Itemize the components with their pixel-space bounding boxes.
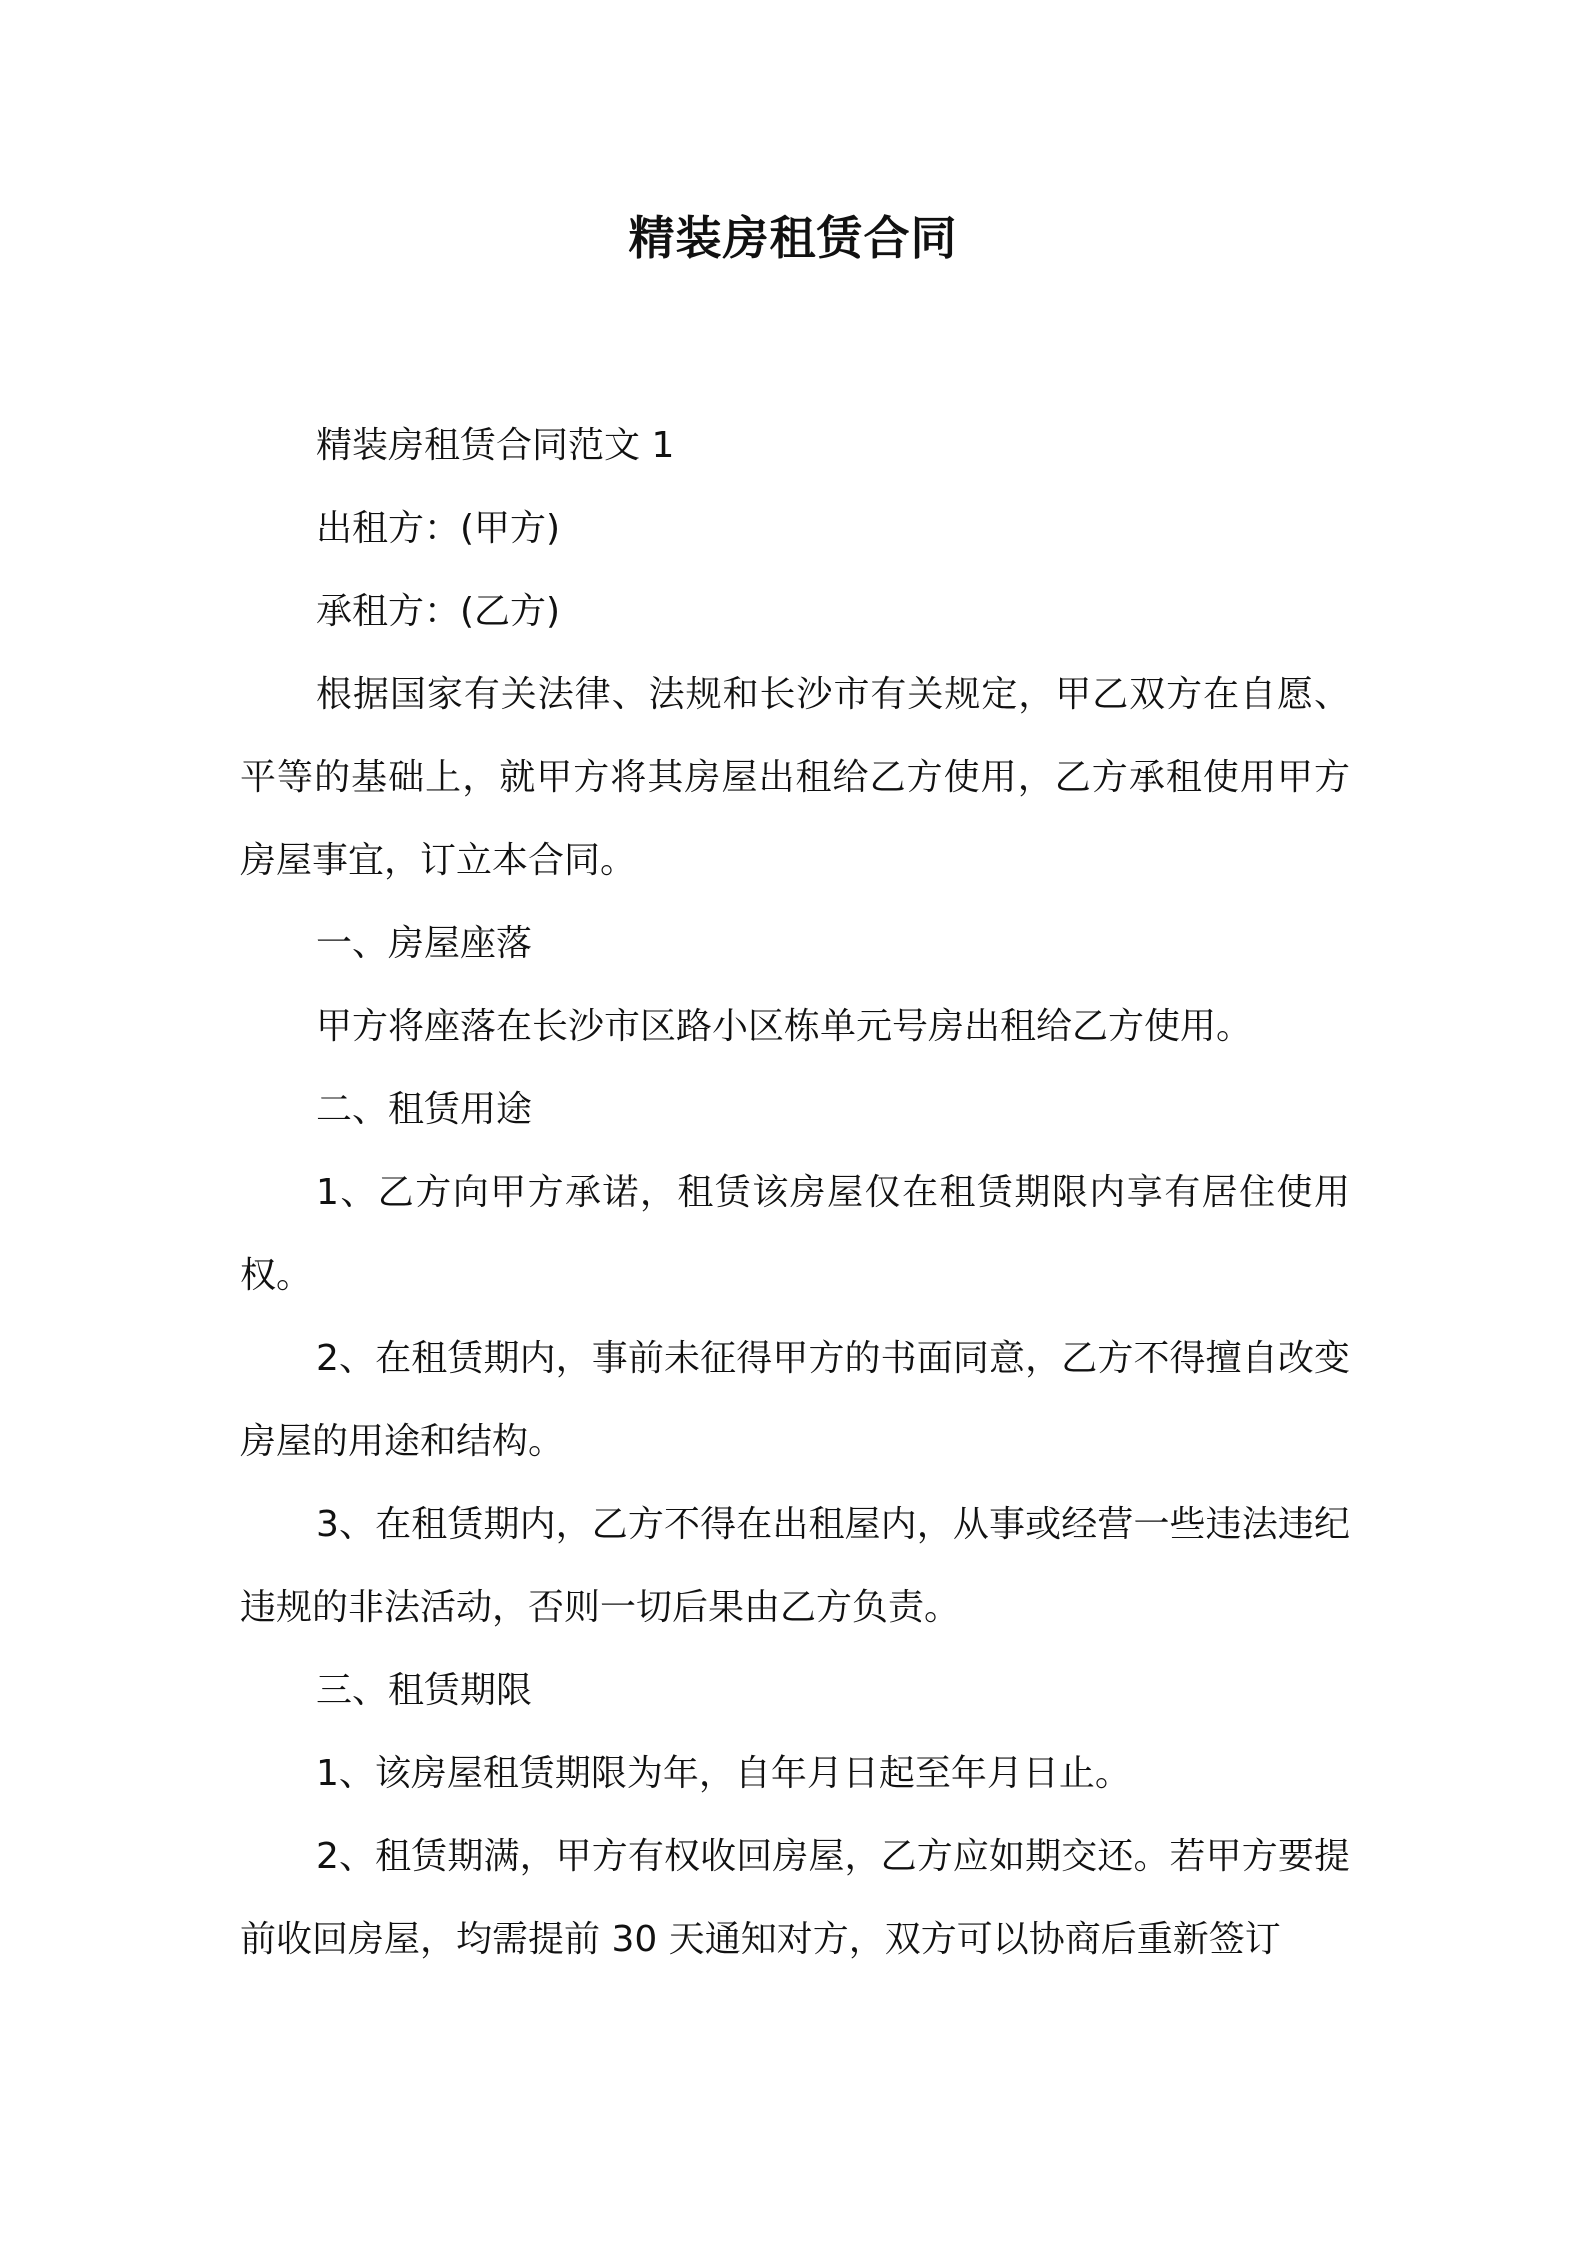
document-title: 精装房租赁合同 xyxy=(628,211,958,265)
section-heading-usage: 二、租赁用途 xyxy=(316,1089,533,1130)
paragraph-usage-1: 1、乙方向甲方承诺，租赁该房屋仅在租赁期限内享有居住使用权。 xyxy=(240,1172,1350,1296)
paragraph-usage-2: 2、在租赁期内，事前未征得甲方的书面同意，乙方不得擅自改变房屋的用途和结构。 xyxy=(240,1338,1350,1462)
paragraph-lessor: 出租方：(甲方) xyxy=(316,508,561,549)
paragraph-preamble: 根据国家有关法律、法规和长沙市有关规定，甲乙双方在自愿、平等的基础上，就甲方将其房屋出租给乙方使用，乙方承租使用甲方房屋事宜，订立本合同。 xyxy=(240,674,1350,881)
document-body xyxy=(240,404,1350,1981)
section-heading-location: 一、房屋座落 xyxy=(316,923,533,964)
paragraph-heading-sample: 精装房租赁合同范文 1 xyxy=(316,425,675,466)
paragraph-location: 甲方将座落在长沙市区路小区栋单元号房出租给乙方使用。 xyxy=(316,1006,1253,1047)
paragraph-term-1: 1、该房屋租赁期限为年，自年月日起至年月日止。 xyxy=(316,1753,1131,1794)
paragraph-lessee: 承租方：(乙方) xyxy=(316,591,561,632)
section-heading-term: 三、租赁期限 xyxy=(316,1670,533,1711)
paragraph-term-2: 2、租赁期满，甲方有权收回房屋，乙方应如期交还。若甲方要提前收回房屋，均需提前 30 天通知对方，双方可以协商后重新签订 xyxy=(240,1836,1350,1960)
paragraph-usage-3: 3、在租赁期内，乙方不得在出租屋内，从事或经营一些违法违纪违规的非法活动，否则一切后果由乙方负责。 xyxy=(240,1504,1350,1628)
